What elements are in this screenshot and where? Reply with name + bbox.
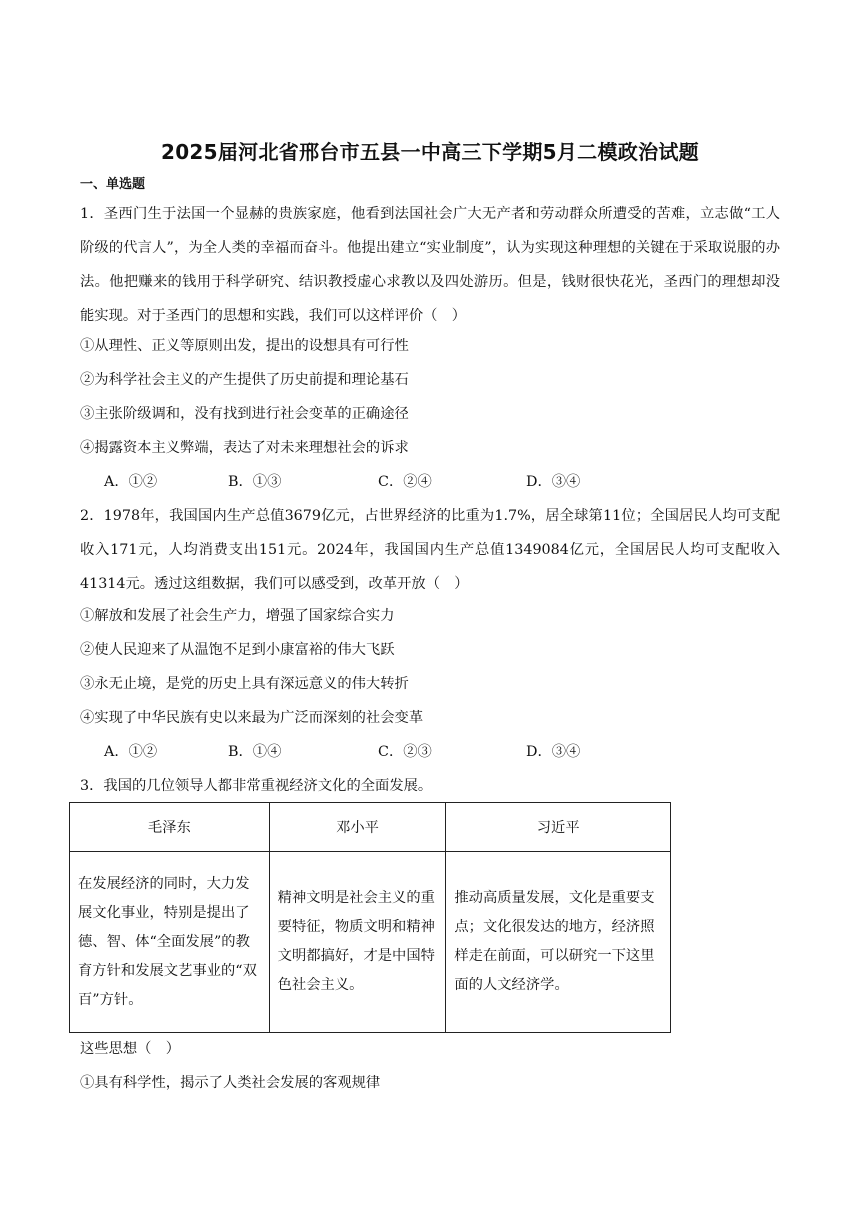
table-cell: 在发展经济的同时，大力发展文化事业，特别是提出了德、智、体“全面发展”的教育方针和发展文艺事业的“双百”方针。 [70, 852, 270, 1033]
question-1-option: ④揭露资本主义弊端，表达了对未来理想社会的诉求 [80, 440, 409, 456]
choice-a[interactable]: A．①② [104, 744, 158, 760]
choice-a[interactable]: A．①② [104, 474, 158, 490]
table-cell: 推动高质量发展，文化是重要支点；文化很发达的地方，经济照样走在前面，可以研究一下这里面的人文经济学。 [446, 852, 671, 1033]
question-2-option: ④实现了中华民族有史以来最为广泛而深刻的社会变革 [80, 710, 424, 726]
question-2-option: ①解放和发展了社会生产力，增强了国家综合实力 [80, 608, 395, 624]
question-1-option: ①从理性、正义等原则出发，提出的设想具有可行性 [80, 338, 409, 354]
choice-d[interactable]: D．③④ [526, 474, 581, 490]
question-2-stem: 2．1978年，我国国内生产总值3679亿元，占世界经济的比重为1.7%，居全球第11位；全国居民人均可支配收入171元，人均消费支出151元。2024年，我国国内生产总值1349084亿元，全国居民人均可支配收入41314元。透过这组数据，我们可以感受到，改革开放（ ） [80, 508, 780, 592]
section-heading: 一、单选题 [80, 177, 146, 192]
question-1-stem: 1．圣西门生于法国一个显赫的贵族家庭，他看到法国社会广大无产者和劳动群众所遭受的苦难，立志做“工人阶级的代言人”，为全人类的幸福而奋斗。他提出建立“实业制度”，认为实现这种理想的关键在于采取说服的办法。他把赚来的钱用于科学研究、结识教授虚心求教以及四处游历。但是，钱财很快花光，圣西门的理想却没能实现。对于圣西门的思想和实践，我们可以这样评价（ ） [80, 206, 780, 324]
table-row [70, 852, 671, 1033]
table-header-cell: 毛泽东 [70, 803, 270, 852]
choice-c[interactable]: C．②④ [378, 474, 432, 490]
choice-d[interactable]: D．③④ [526, 744, 581, 760]
table-header-cell: 邓小平 [269, 803, 446, 852]
question-2-option: ②使人民迎来了从温饱不足到小康富裕的伟大飞跃 [80, 642, 395, 658]
question-3-follow: 这些思想（ ） [80, 1041, 181, 1057]
leaders-table [69, 802, 671, 1033]
choice-b[interactable]: B．①③ [228, 474, 282, 490]
table-header-cell: 习近平 [446, 803, 671, 852]
choice-c[interactable]: C．②③ [378, 744, 432, 760]
question-3-option: ①具有科学性，揭示了人类社会发展的客观规律 [80, 1075, 381, 1091]
page-title: 2025届河北省邢台市五县一中高三下学期5月二模政治试题 [161, 140, 699, 164]
table-cell: 精神文明是社会主义的重要特征，物质文明和精神文明都搞好，才是中国特色社会主义。 [269, 852, 446, 1033]
question-1-option: ③主张阶级调和，没有找到进行社会变革的正确途径 [80, 406, 409, 422]
choice-b[interactable]: B．①④ [228, 744, 282, 760]
table-header-row [70, 803, 671, 852]
question-2-option: ③永无止境，是党的历史上具有深远意义的伟大转折 [80, 676, 409, 692]
question-1-option: ②为科学社会主义的产生提供了历史前提和理论基石 [80, 372, 409, 388]
question-3-stem: 3．我国的几位领导人都非常重视经济文化的全面发展。 [80, 778, 433, 794]
